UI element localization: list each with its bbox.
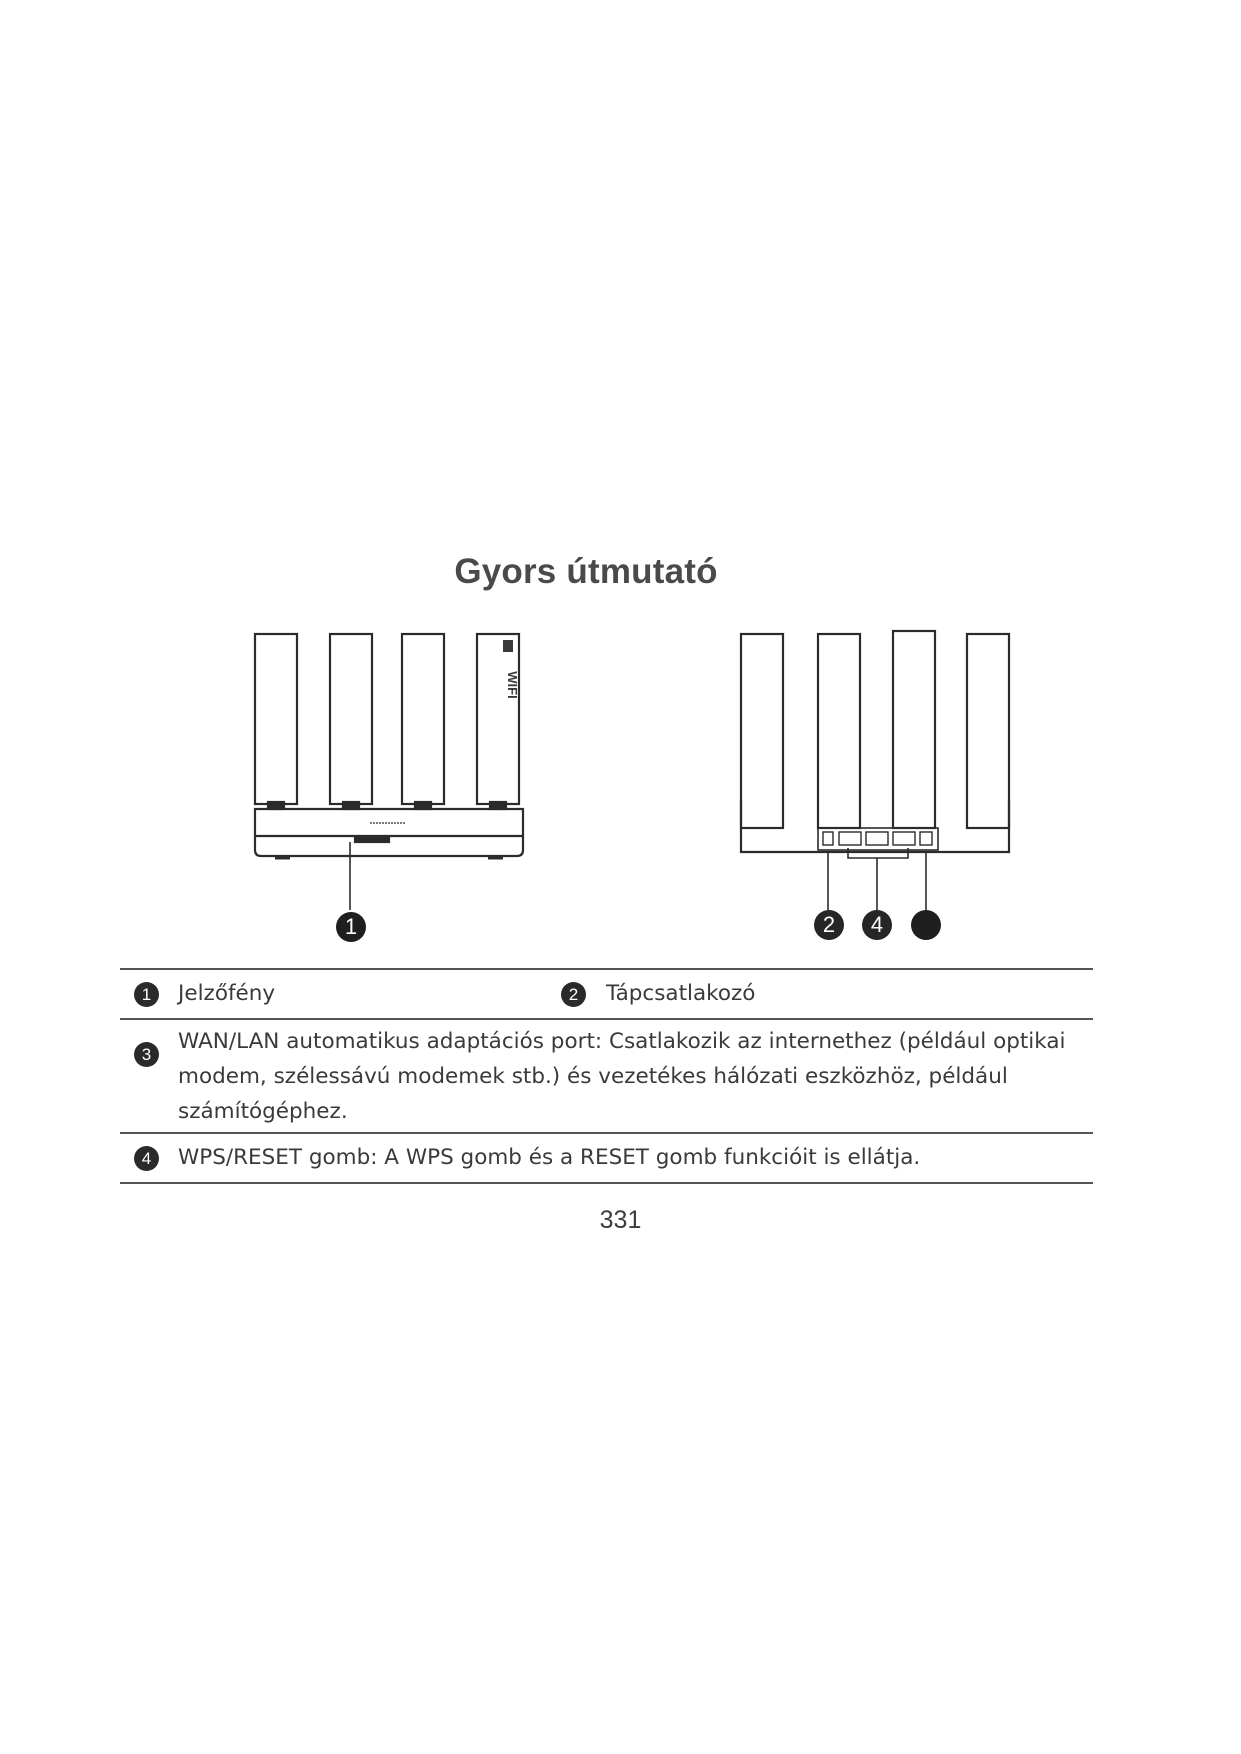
antenna: [477, 634, 519, 804]
antenna: [330, 634, 372, 804]
callout-2: 2: [814, 910, 844, 940]
legend-text: WPS/RESET gomb: A WPS gomb és a RESET gomb funkcióit is ellátja.: [178, 1145, 921, 1170]
antenna: [255, 634, 297, 804]
legend-text: Jelzőfény: [178, 981, 276, 1006]
page-title: Gyors útmutató: [454, 552, 718, 591]
router-body: [255, 809, 523, 856]
router-body: [741, 800, 1009, 852]
antenna: [402, 634, 444, 804]
table-rule: [120, 1182, 1093, 1184]
antenna: [741, 634, 783, 828]
legend-number: 1: [134, 982, 159, 1007]
rear-view: [741, 631, 1009, 910]
legend-text: Tápcsatlakozó: [606, 981, 756, 1006]
antenna: [967, 634, 1009, 828]
callout-1: 1: [336, 912, 366, 942]
antenna: [818, 634, 860, 828]
legend-text: WAN/LAN automatikus adaptációs port: Csatlakozik az internethez (például optikai modem, szélessávú modemek stb.) és vezetékes hálózati eszközhöz, például számítógéphez.: [178, 1029, 1066, 1124]
legend-row: [120, 1134, 1093, 1182]
legend-table: [120, 968, 1093, 1184]
wifi-label: WIFI: [505, 671, 520, 699]
callout-3-unlabeled: [911, 910, 941, 940]
legend-row: [120, 970, 1093, 1018]
front-view: [255, 634, 523, 910]
antenna: [893, 631, 935, 828]
legend-number: 2: [561, 982, 586, 1007]
page-number: 331: [599, 1206, 642, 1234]
callout-4: 4: [862, 910, 892, 940]
legend-row: [120, 1020, 1093, 1132]
wifi-logo: [503, 640, 520, 699]
legend-number: 3: [134, 1042, 159, 1067]
legend-number: 4: [134, 1146, 159, 1171]
